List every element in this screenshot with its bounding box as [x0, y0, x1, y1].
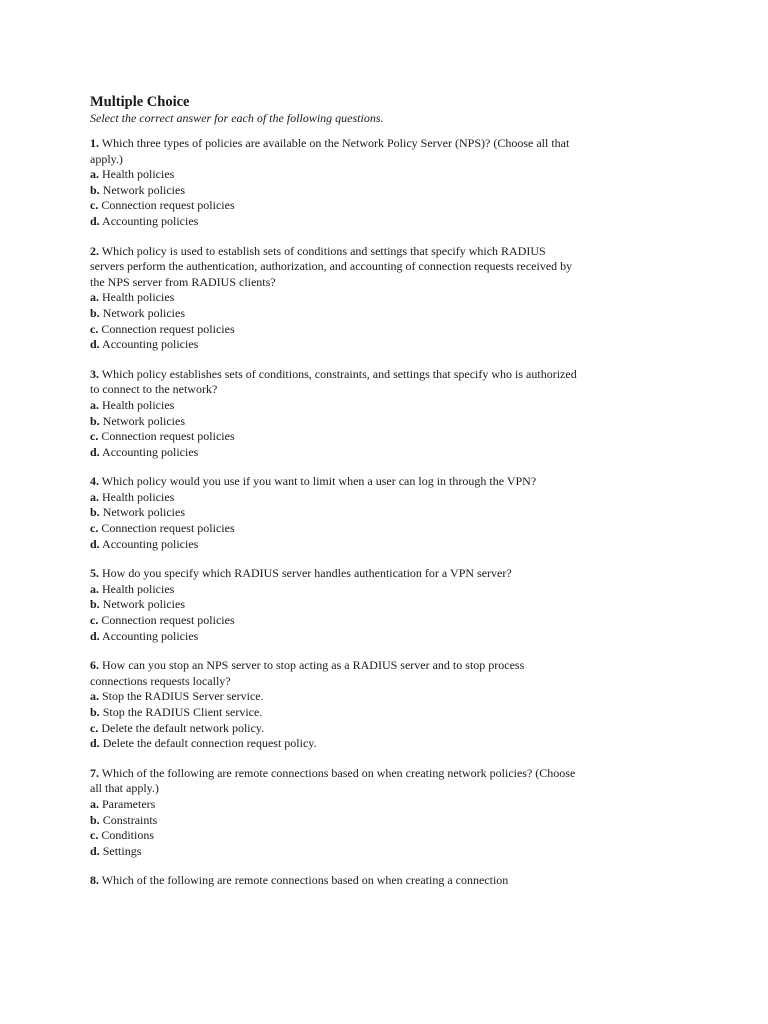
- question-1: [90, 136, 690, 230]
- page-subtitle: Select the correct answer for each of the following questions.: [90, 111, 384, 125]
- answer-option: [90, 322, 690, 338]
- option-letter: b.: [90, 305, 100, 320]
- option-letter: c.: [90, 321, 99, 336]
- option-letter: d.: [90, 628, 100, 643]
- option-text: Health policies: [99, 581, 175, 596]
- answer-option: [90, 521, 690, 537]
- option-letter: c.: [90, 198, 99, 213]
- document-page: [90, 94, 690, 903]
- option-letter: b.: [90, 597, 100, 612]
- answer-option: [90, 721, 690, 737]
- question-number: 3.: [90, 366, 99, 381]
- option-text: Stop the RADIUS Server service.: [99, 689, 264, 704]
- question-number: 2.: [90, 243, 99, 258]
- option-letter: d.: [90, 337, 100, 352]
- option-text: Connection request policies: [98, 613, 235, 628]
- question-number: 7.: [90, 765, 99, 780]
- answer-option: [90, 582, 690, 598]
- answer-option: [90, 844, 690, 860]
- option-text: Constraints: [99, 812, 158, 827]
- option-text: Conditions: [98, 828, 155, 843]
- answer-option: [90, 337, 690, 353]
- question-text: [90, 566, 582, 582]
- question-text: [90, 474, 582, 490]
- answer-option: [90, 597, 690, 613]
- option-letter: a.: [90, 581, 99, 596]
- question-number: 4.: [90, 474, 99, 489]
- answer-option: [90, 198, 690, 214]
- option-letter: d.: [90, 843, 100, 858]
- answer-option: [90, 167, 690, 183]
- option-text: Accounting policies: [99, 536, 199, 551]
- answer-option: [90, 183, 690, 199]
- option-text: Health policies: [99, 290, 175, 305]
- question-5: [90, 566, 690, 644]
- page-title: Multiple Choice: [90, 94, 190, 110]
- question-number: 6.: [90, 658, 99, 673]
- option-letter: b.: [90, 812, 100, 827]
- question-prompt: Which of the following are remote connections based on when creating a connection: [99, 873, 509, 888]
- question-text: [90, 136, 582, 167]
- question-prompt: Which policy is used to establish sets of conditions and settings that specify which RADIUS servers perform the authentication, authorization, and accounting of connection requests received by the NPS server from RADIUS clients?: [90, 243, 573, 289]
- answer-option: [90, 445, 690, 461]
- option-letter: d.: [90, 444, 100, 459]
- question-prompt: Which three types of policies are available on the Network Policy Server (NPS)? (Choose all that apply.): [90, 136, 570, 166]
- question-number: 1.: [90, 136, 99, 150]
- option-text: Connection request policies: [98, 198, 235, 213]
- option-letter: b.: [90, 705, 100, 719]
- question-prompt: Which policy establishes sets of conditions, constraints, and settings that specify who is authorized to connect to the network?: [90, 366, 577, 397]
- answer-option: [90, 414, 690, 430]
- option-text: Health policies: [99, 489, 175, 504]
- answer-option: [90, 290, 690, 306]
- option-letter: a.: [90, 397, 99, 412]
- option-text: Network policies: [99, 182, 185, 197]
- answer-option: [90, 828, 690, 844]
- option-letter: a.: [90, 689, 99, 704]
- question-text: [90, 244, 582, 291]
- answer-option: [90, 736, 690, 752]
- option-text: Settings: [99, 843, 142, 858]
- option-text: Network policies: [99, 597, 185, 612]
- option-letter: d.: [90, 736, 100, 751]
- option-text: Accounting policies: [99, 213, 199, 228]
- option-text: Delete the default network policy.: [98, 720, 265, 735]
- question-text: [90, 658, 582, 689]
- answer-option: [90, 689, 690, 705]
- question-number: 5.: [90, 566, 99, 581]
- question-text: [90, 766, 582, 797]
- answer-option: [90, 429, 690, 445]
- question-number: 8.: [90, 873, 99, 888]
- option-text: Health policies: [99, 397, 175, 412]
- option-letter: a.: [90, 167, 99, 182]
- option-letter: d.: [90, 213, 100, 228]
- answer-option: [90, 797, 690, 813]
- answer-option: [90, 613, 690, 629]
- answer-option: [90, 306, 690, 322]
- answer-option: [90, 705, 690, 721]
- option-text: Stop the RADIUS Client service.: [99, 705, 263, 719]
- option-letter: b.: [90, 413, 100, 428]
- option-letter: c.: [90, 720, 99, 735]
- option-letter: a.: [90, 290, 99, 305]
- option-letter: c.: [90, 828, 99, 843]
- question-list: [90, 136, 690, 889]
- answer-option: [90, 537, 690, 553]
- question-prompt: How can you stop an NPS server to stop acting as a RADIUS server and to stop process connections requests locally?: [90, 658, 525, 688]
- option-text: Accounting policies: [99, 444, 199, 459]
- option-letter: a.: [90, 796, 99, 811]
- option-text: Connection request policies: [98, 321, 235, 336]
- answer-option: [90, 505, 690, 521]
- question-prompt: How do you specify which RADIUS server handles authentication for a VPN server?: [99, 566, 512, 581]
- question-8: [90, 873, 690, 889]
- option-letter: c.: [90, 613, 99, 628]
- option-text: Health policies: [99, 167, 175, 182]
- question-prompt: Which policy would you use if you want to limit when a user can log in through the VPN?: [99, 474, 537, 489]
- option-text: Accounting policies: [99, 337, 199, 352]
- option-text: Connection request policies: [98, 429, 235, 444]
- option-letter: c.: [90, 429, 99, 444]
- question-2: [90, 244, 690, 353]
- option-text: Network policies: [99, 305, 185, 320]
- question-text: [90, 367, 582, 398]
- answer-option: [90, 490, 690, 506]
- answer-option: [90, 398, 690, 414]
- option-letter: a.: [90, 489, 99, 504]
- option-letter: b.: [90, 505, 100, 520]
- answer-option: [90, 813, 690, 829]
- option-text: Delete the default connection request policy.: [99, 736, 317, 751]
- option-text: Network policies: [99, 413, 185, 428]
- option-letter: b.: [90, 182, 100, 197]
- answer-option: [90, 629, 690, 645]
- option-text: Connection request policies: [98, 521, 235, 536]
- option-text: Accounting policies: [99, 628, 199, 643]
- question-prompt: Which of the following are remote connections based on when creating network policies? (Choose all that apply.): [90, 765, 576, 796]
- question-3: [90, 367, 690, 461]
- option-letter: d.: [90, 536, 100, 551]
- option-text: Network policies: [99, 505, 185, 520]
- question-7: [90, 766, 690, 860]
- answer-option: [90, 214, 690, 230]
- question-text: [90, 873, 582, 889]
- option-letter: c.: [90, 521, 99, 536]
- question-4: [90, 474, 690, 552]
- question-6: [90, 658, 690, 752]
- option-text: Parameters: [99, 796, 156, 811]
